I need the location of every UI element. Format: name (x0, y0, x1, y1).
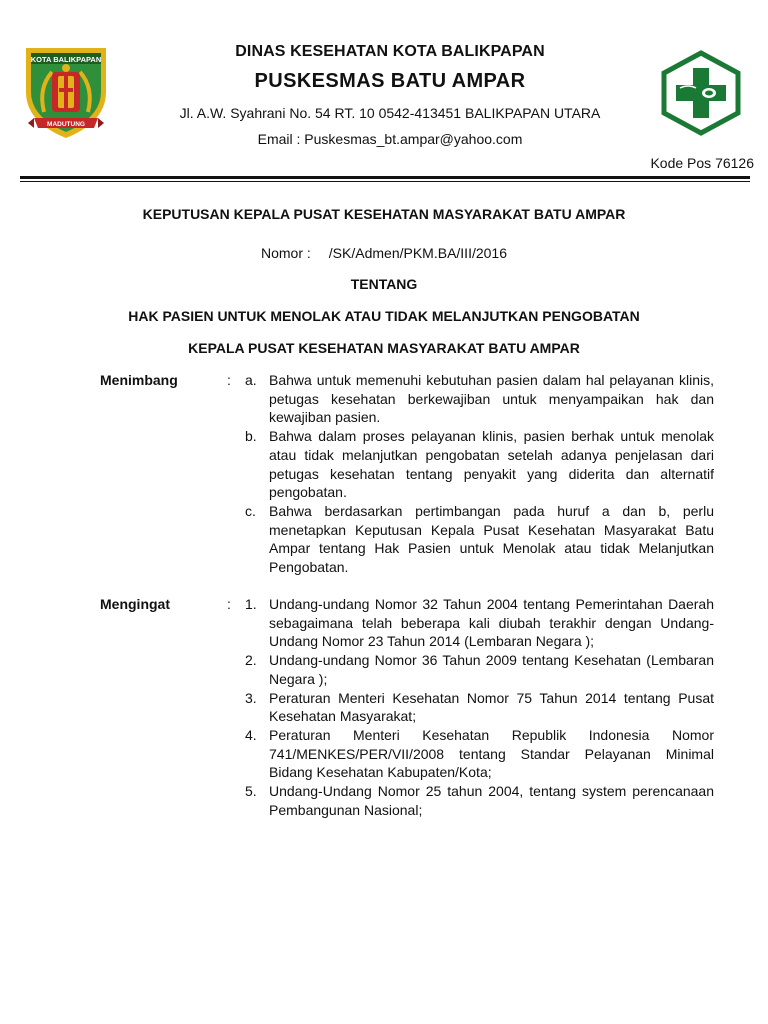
mengingat-list (245, 595, 714, 819)
decree-subject: HAK PASIEN UNTUK MENOLAK ATAU TIDAK MELANJUTKAN PENGOBATAN (128, 308, 640, 324)
list-item-text: Bahwa berdasarkan pertimbangan pada huruf a dan b, perlu menetapkan Keputusan Kepala Pusat Kesehatan Masyarakat Batu Ampar tentang Hak Pasien untuk Menolak atau tidak Melanjutkan Pengobatan. (269, 502, 714, 576)
list-marker: b. (245, 428, 257, 445)
header-puskesmas: PUSKESMAS BATU AMPAR (254, 70, 526, 92)
balikpapan-coat-of-arms-icon (22, 42, 110, 140)
decree-title: KEPUTUSAN KEPALA PUSAT KESEHATAN MASYARAKAT BATU AMPAR (142, 206, 626, 222)
list-item-text: Undang-undang Nomor 36 Tahun 2009 tentang Kesehatan (Lembaran Negara ); (269, 652, 714, 687)
nomor-value: /SK/Admen/PKM.BA/III/2016 (328, 245, 507, 261)
header-divider-thick (20, 176, 750, 179)
logo-ribbon-text: MADUTUNG (47, 121, 85, 128)
list-item-text: Peraturan Menteri Kesehatan Nomor 75 Tahun 2014 tentang Pusat Kesehatan Masyarakat; (269, 689, 714, 725)
list-marker: 3. (245, 689, 257, 706)
menimbang-label: Menimbang (100, 372, 178, 388)
list-item (245, 427, 714, 502)
header-divider-thin (20, 181, 750, 182)
list-item (245, 371, 714, 427)
list-item (245, 689, 714, 726)
list-item (245, 595, 714, 651)
list-item-text: Bahwa dalam proses pelayanan klinis, pasien berhak untuk menolak atau tidak melanjutkan pengobatan setelah adanya penjelasan dari petugas kesehatan tentang penyakit yang diderita dan alternatif pengobatan. (269, 428, 714, 501)
list-marker: 2. (245, 652, 257, 669)
nomor-label: Nomor : (261, 245, 311, 261)
decree-number (0, 245, 768, 261)
tentang-heading: TENTANG (350, 276, 418, 292)
list-item-text: Bahwa untuk memenuhi kebutuhan pasien dalam hal pelayanan klinis, petugas kesehatan berkewajiban untuk menyampaikan hak dan kewajiban pasien. (269, 372, 714, 426)
list-item-text: Undang-undang Nomor 32 Tahun 2004 tentang Pemerintahan Daerah sebagaimana telah beberapa kali diubah terakhir dengan Undang-Undang Nomor 23 Tahun 2014 (Lembaran Negara ); (269, 596, 714, 650)
list-marker: c. (245, 502, 256, 519)
list-item (245, 502, 714, 577)
menimbang-colon: : (227, 372, 231, 388)
mengingat-colon: : (227, 596, 231, 612)
puskesmas-cross-icon (658, 50, 744, 136)
menimbang-list (245, 371, 714, 577)
list-item (245, 782, 714, 819)
list-marker: a. (245, 372, 257, 388)
list-marker: 5. (245, 783, 257, 800)
list-item-text: Peraturan Menteri Kesehatan Republik Indonesia Nomor 741/MENKES/PER/VII/2008 tentang Standar Pelayanan Minimal Bidang Kesehatan Kabupaten/Kota; (269, 726, 714, 781)
header-dinas: DINAS KESEHATAN KOTA BALIKPAPAN (235, 43, 545, 60)
list-marker: 4. (245, 726, 257, 743)
kepala-heading: KEPALA PUSAT KESEHATAN MASYARAKAT BATU AMPAR (188, 340, 580, 356)
list-item (245, 651, 714, 688)
list-item (245, 726, 714, 782)
header-address: Jl. A.W. Syahrani No. 54 RT. 10 0542-413451 BALIKPAPAN UTARA (179, 105, 601, 121)
list-marker: 1. (245, 596, 257, 612)
logo-top-text: KOTA BALIKPAPAN (30, 55, 102, 64)
mengingat-label: Mengingat (100, 596, 170, 612)
list-item-text: Undang-Undang Nomor 25 tahun 2004, tentang system perencanaan Pembangunan Nasional; (269, 783, 714, 818)
header-email: Email : Puskesmas_bt.ampar@yahoo.com (257, 131, 523, 147)
header-kode-pos: Kode Pos 76126 (650, 155, 754, 171)
